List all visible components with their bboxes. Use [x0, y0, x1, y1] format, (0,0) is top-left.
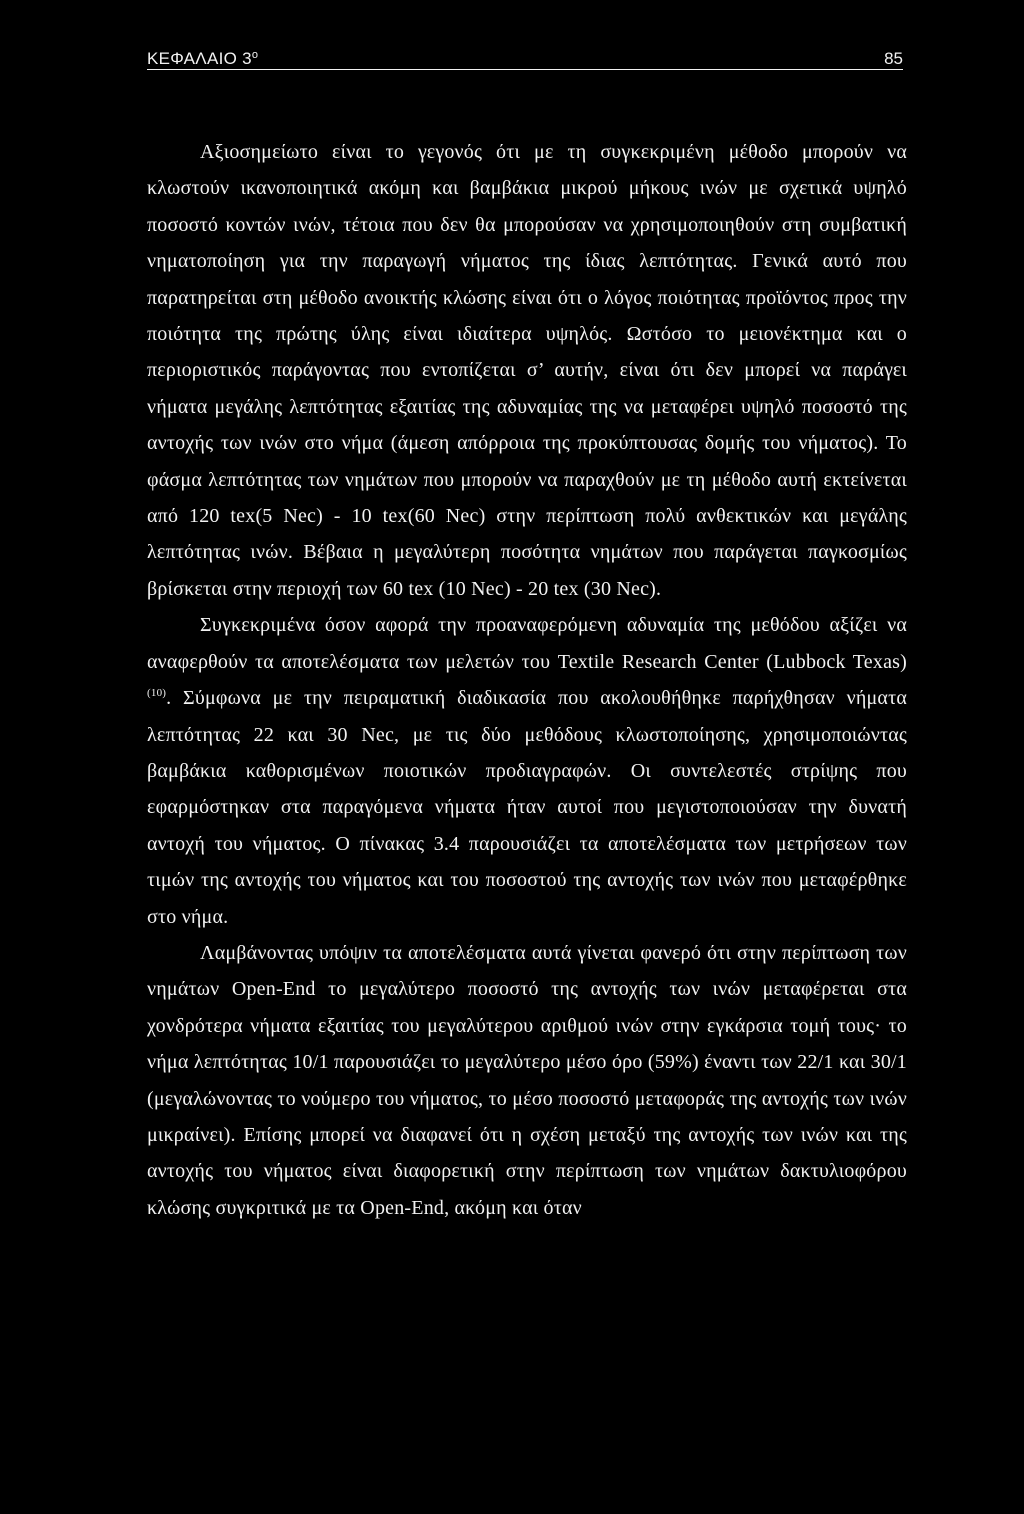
- chapter-label: ΚΕΦΑΛΑΙΟ 3: [147, 49, 252, 68]
- paragraph-3: Λαμβάνοντας υπόψιν τα αποτελέσματα αυτά γίνεται φανερό ότι στην περίπτωση των νημάτων Open-End το μεγαλύτερο ποσοστό της αντοχής των ινών μεταφέρεται στα χονδρότερα νήματα εξαιτίας του μεγαλύτερου αριθμού ινών στην εγκάρσια τομή τους· το νήμα λεπτότητας 10/1 παρουσιάζει το μεγαλύτερο μέσο όρο (59%) έναντι των 22/1 και 30/1 (μεγαλώνοντας το νούμερο του νήματος, το μέσο ποσοστό μεταφοράς της αντοχής των ινών μικραίνει). Επίσης μπορεί να διαφανεί ότι η σχέση μεταξύ της αντοχής των ινών και της αντοχής του νήματος είναι διαφορετική στην περίπτωση των νημάτων δακτυλιοφόρου κλώσης συγκριτικά με τα Open-End, ακόμη και όταν: [147, 941, 907, 1219]
- page-number: 85: [884, 49, 903, 68]
- chapter-title: [147, 48, 258, 70]
- reference-superscript: (10): [147, 687, 167, 700]
- chapter-ordinal-superscript: ο: [251, 49, 259, 61]
- paragraph-2-text-before-reference: Συγκεκριμένα όσον αφορά την προαναφερόμενη αδυναμία της μεθόδου αξίζει να αναφερθούν τα αποτελέσματα των μελετών του Textile Research Center (Lubbock Texas): [147, 614, 907, 673]
- body-text: [147, 134, 907, 1226]
- paragraph-1: Αξιοσημείωτο είναι το γεγονός ότι με τη συγκεκριμένη μέθοδο μπορούν να κλωστούν ικανοποιητικά ακόμη και βαμβάκια μικρού μήκους ινών με σχετικά υψηλό ποσοστό κοντών ινών, τέτοια που δεν θα μπορούσαν να χρησιμοποιηθούν στη συμβατική νηματοποίηση για την παραγωγή νήματος της ίδιας λεπτότητας. Γενικά αυτό που παρατηρείται στη μέθοδο ανοικτής κλώσης είναι ότι ο λόγος ποιότητας προϊόντος προς την ποιότητα της πρώτης ύλης είναι ιδιαίτερα υψηλός. Ωστόσο το μειονέκτημα και ο περιοριστικός παράγοντας που εντοπίζεται σ’ αυτήν, είναι ότι δεν μπορεί να παράγει νήματα μεγάλης λεπτότητας εξαιτίας της αδυναμίας της να μεταφέρει υψηλό ποσοστό της αντοχής των ινών στο νήμα (άμεση απόρροια της προκύπτουσας δομής του νήματος). Το φάσμα λεπτότητας των νημάτων που μπορούν να παραχθούν με τη μέθοδο αυτή εκτείνεται από 120 tex(5 Nec) - 10 tex(60 Nec) στην περίπτωση πολύ ανθεκτικών και μεγάλης λεπτότητας ινών. Βέβαια η μεγαλύτερη ποσότητα νημάτων που παράγεται παγκοσμίως βρίσκεται στην περιοχή των 60 tex (10 Nec) - 20 tex (30 Nec).: [147, 141, 907, 600]
- running-header: [147, 48, 903, 72]
- paragraph-2: [147, 607, 907, 935]
- header-rule: [147, 69, 903, 70]
- paragraph-2-text-after-reference: . Σύμφωνα με την πειραματική διαδικασία που ακολουθήθηκε παρήχθησαν νήματα λεπτότητας 22 και 30 Nec, με τις δύο μεθόδους κλωστοποίησης, χρησιμοποιώντας βαμβάκια καθορισμένων ποιοτικών προδιαγραφών. Οι συντελεστές στρίψης που εφαρμόστηκαν στα παραγόμενα νήματα ήταν αυτοί που μεγιστοποιούσαν την δυνατή αντοχή του νήματος. Ο πίνακας 3.4 παρουσιάζει τα αποτελέσματα των μετρήσεων των τιμών της αντοχής του νήματος και του ποσοστού της αντοχής των ινών που μεταφέρθηκε στο νήμα.: [147, 687, 907, 928]
